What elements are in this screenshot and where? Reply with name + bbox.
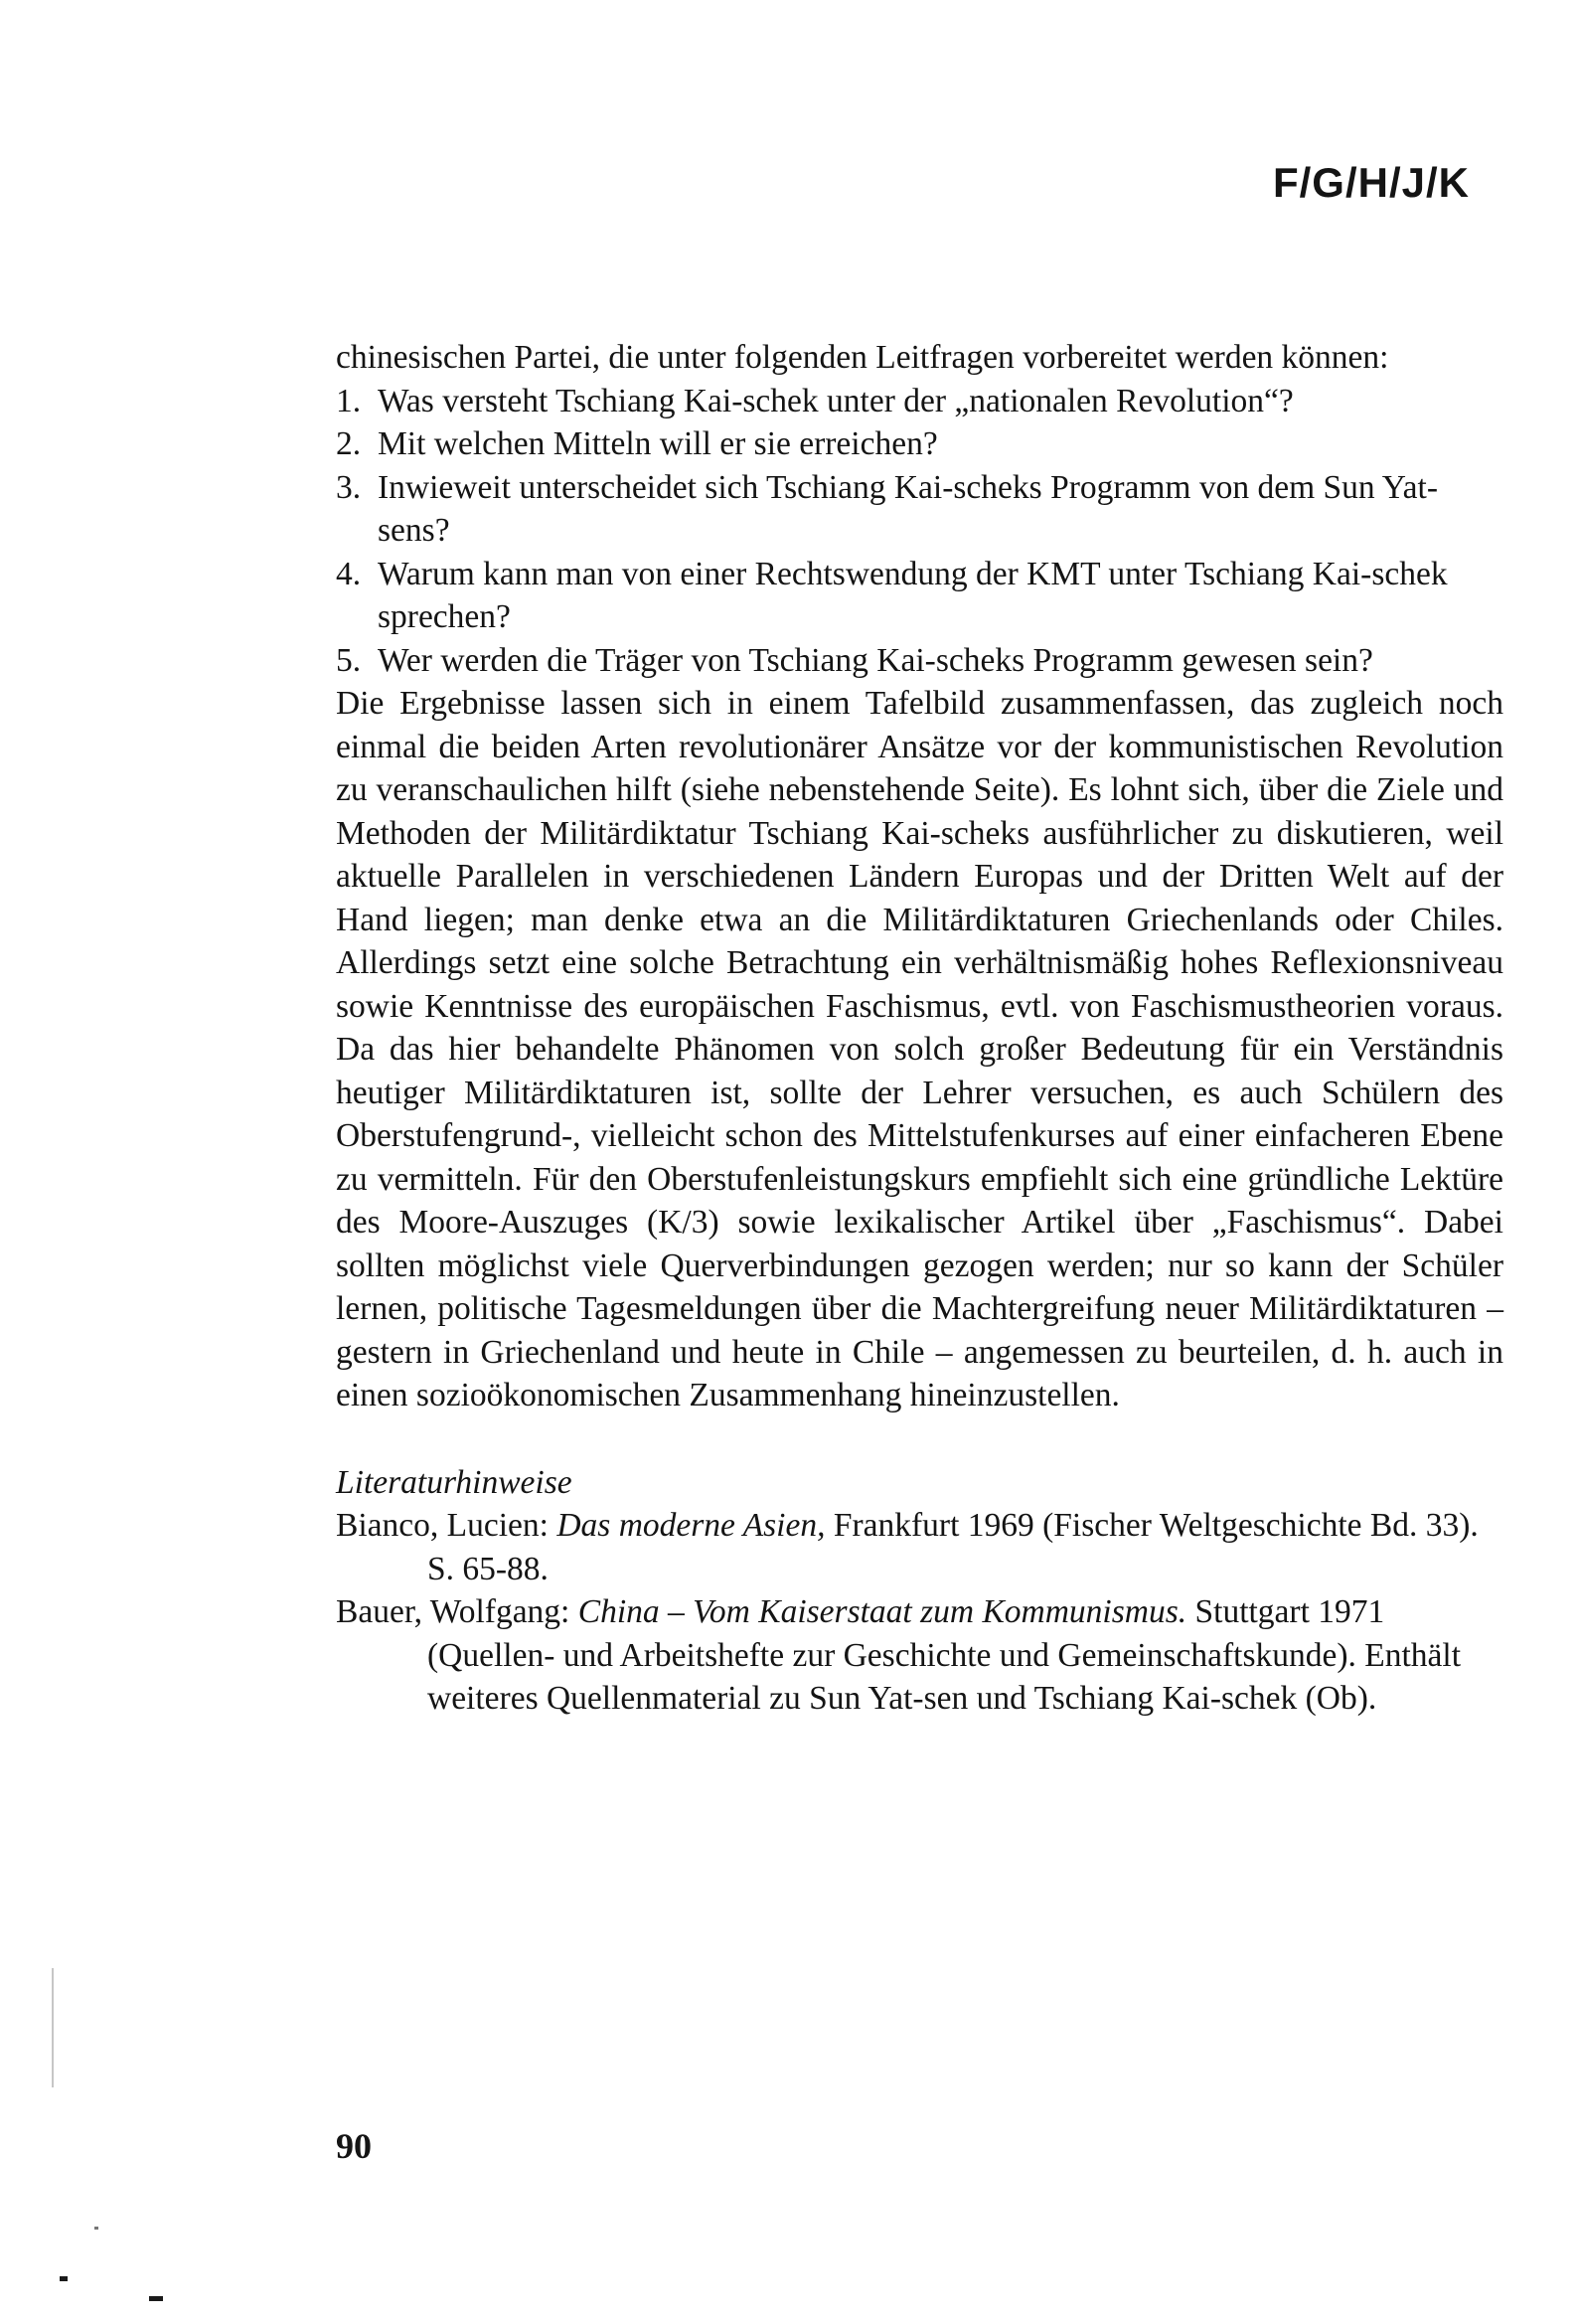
- question-number: 1.: [336, 382, 362, 419]
- intro-paragraph: chinesischen Partei, die unter folgenden Leitfragen vorbereitet werden können:: [336, 339, 1389, 376]
- question-text: Wer werden die Träger von Tschiang Kai-scheks Programm gewesen sein?: [378, 641, 1373, 679]
- literature-title: Das moderne Asien,: [556, 1507, 826, 1544]
- question-number: 4.: [336, 555, 362, 592]
- literature-author: Bianco, Lucien:: [336, 1507, 557, 1544]
- scan-speck: [60, 2276, 68, 2281]
- literature-details: Frankfurt 1969 (Fischer Weltgeschichte Bd. 33). S. 65-88.: [427, 1507, 1479, 1587]
- literature-entry: [336, 1590, 1503, 1721]
- guiding-questions-list: [336, 380, 1503, 683]
- scan-speck: [52, 1968, 54, 2087]
- page-number: 90: [336, 2126, 372, 2166]
- question-text: Was versteht Tschiang Kai-schek unter der „nationalen Revolution“?: [378, 382, 1294, 419]
- literature-details: Stuttgart 1971 (Quellen- und Arbeitshefte zur Geschichte und Gemeinschaftskunde). Enthält weiteres Quellenmaterial zu Sun Yat-sen und Tschiang Kai-schek (Ob).: [427, 1593, 1462, 1717]
- question-item: [336, 422, 1503, 466]
- literature-heading: Literaturhinweise: [336, 1463, 572, 1501]
- question-text: Warum kann man von einer Rechtswendung der KMT unter Tschiang Kai-schek sprechen?: [378, 555, 1448, 635]
- literature-entry: [336, 1504, 1503, 1590]
- question-item: [336, 466, 1503, 553]
- question-item: [336, 380, 1503, 423]
- question-number: 2.: [336, 425, 362, 462]
- literature-author: Bauer, Wolfgang:: [336, 1593, 578, 1630]
- section-code-header: F/G/H/J/K: [1272, 159, 1470, 206]
- literature-list: [336, 1504, 1503, 1721]
- question-item: [336, 553, 1503, 639]
- question-number: 5.: [336, 641, 362, 679]
- question-text: Inwieweit unterscheidet sich Tschiang Kai-scheks Programm von dem Sun Yat-sens?: [378, 468, 1438, 549]
- question-text: Mit welchen Mitteln will er sie erreichen?: [378, 425, 938, 462]
- literature-title: China – Vom Kaiserstaat zum Kommunismus.: [577, 1593, 1187, 1630]
- scan-speck: [149, 2296, 163, 2301]
- question-number: 3.: [336, 468, 362, 506]
- question-item: [336, 639, 1503, 683]
- scan-speck: [94, 2227, 98, 2230]
- discussion-paragraph: Die Ergebnisse lassen sich in einem Tafelbild zusammenfassen, das zugleich noch einmal die beiden Arten revolutionärer Ansätze vor der kommunistischen Revolution zu veranschaulichen hilft (siehe nebenstehende Seite). Es lohnt sich, über die Ziele und Methoden der Militärdiktatur Tschiang Kai-scheks ausführlicher zu diskutieren, weil aktuelle Parallelen in verschiedenen Ländern Europas und der Dritten Welt auf der Hand liegen; man denke etwa an die Militärdiktaturen Griechenlands oder Chiles. Allerdings setzt eine solche Betrachtung ein verhältnismäßig hohes Reflexionsniveau sowie Kenntnisse des europäischen Faschismus, evtl. von Faschismustheorien voraus. Da das hier behandelte Phänomen von solch großer Bedeutung für ein Verständnis heutiger Militärdiktaturen ist, sollte der Lehrer versuchen, es auch Schülern des Oberstufengrund-, vielleicht schon des Mittelstufenkurses auf einer einfacheren Ebene zu vermitteln. Für den Oberstufenleistungskurs empfiehlt sich eine gründliche Lektüre des Moore-Auszuges (K/3) sowie lexikalischer Artikel über „Faschismus“. Dabei sollten möglichst viele Querverbindungen gezogen werden; nur so kann der Schüler lernen, politische Tagesmeldungen über die Machtergreifung neuer Militärdiktaturen – gestern in Griechenland und heute in Chile – angemessen zu beurteilen, d. h. auch in einen sozioökonomischen Zusammenhang hineinzustellen.: [336, 685, 1503, 1413]
- body-text: [336, 336, 1503, 1721]
